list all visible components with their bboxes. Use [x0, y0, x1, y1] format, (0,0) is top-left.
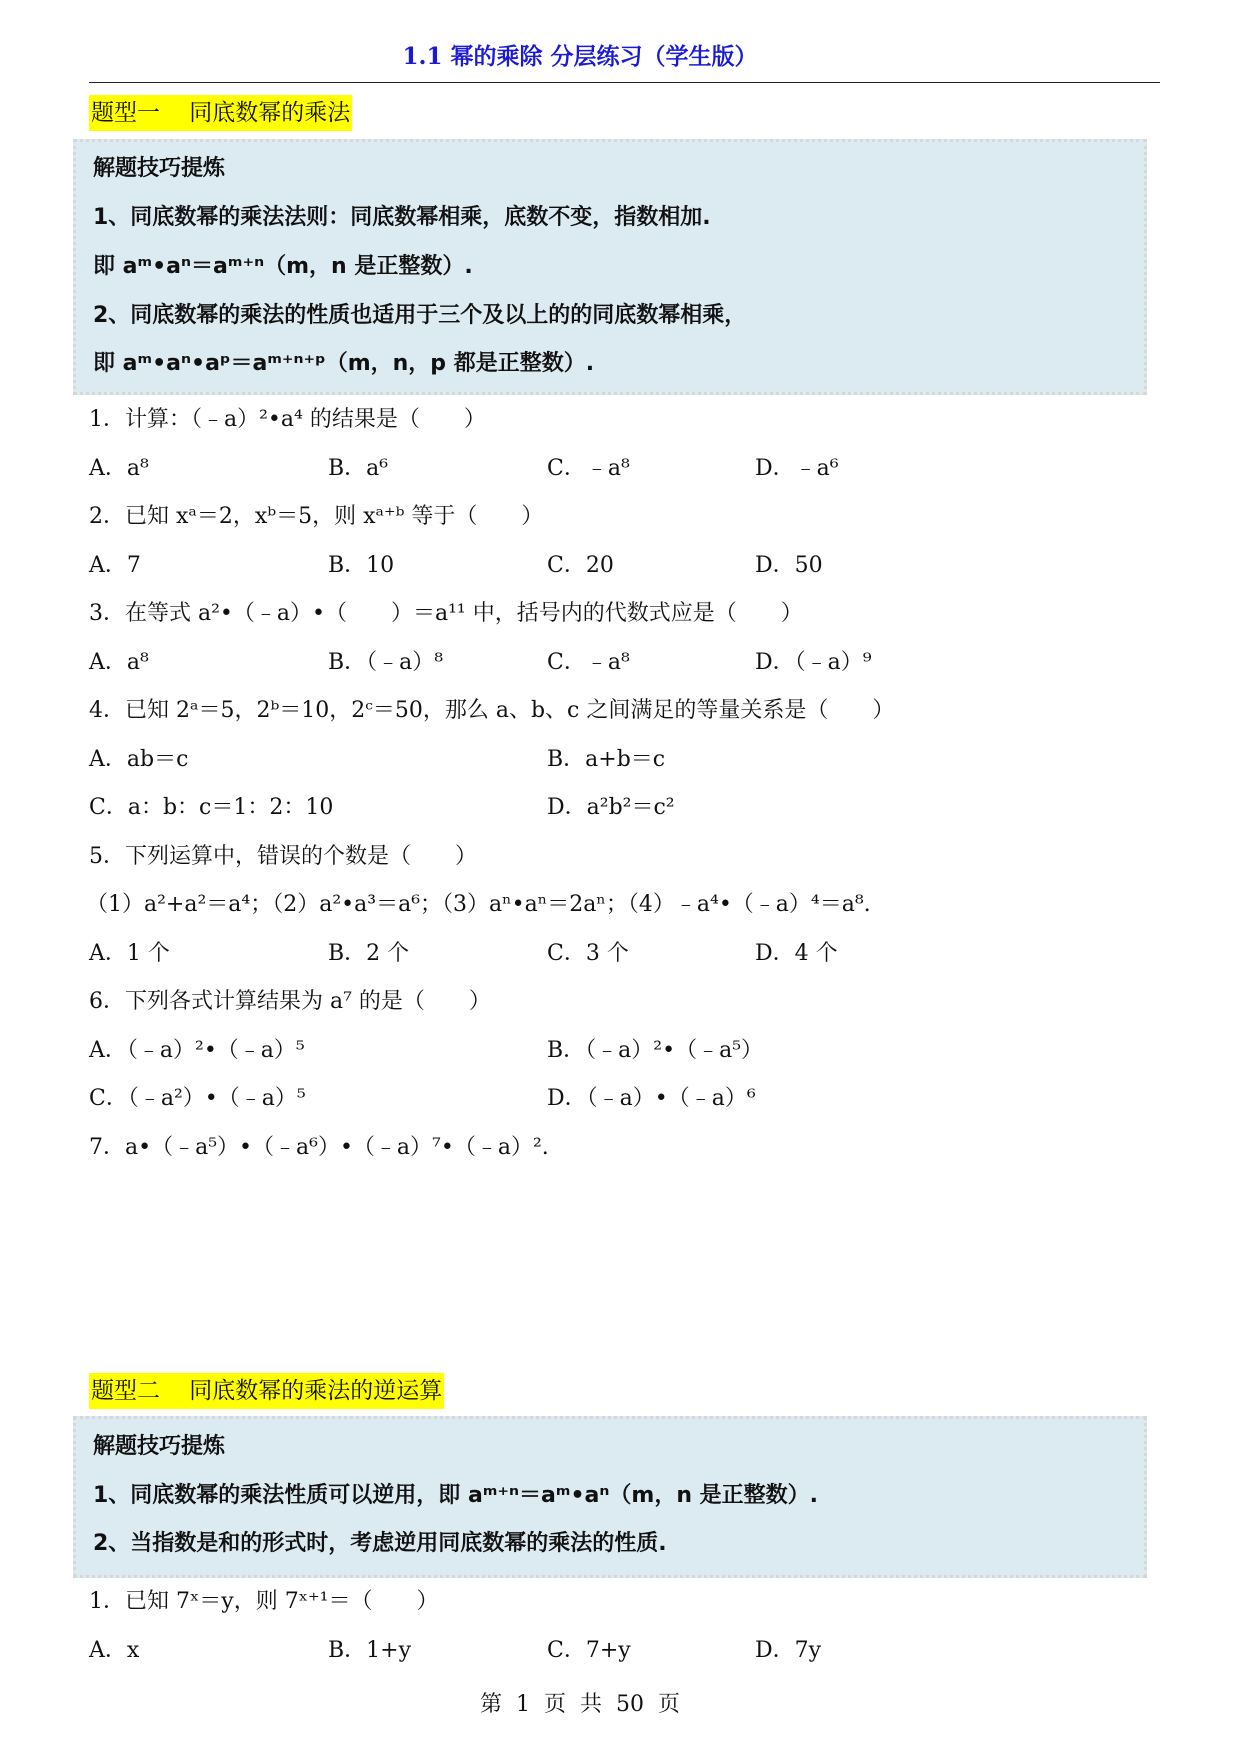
- section1-tip-rule1: 1、同底数幂的乘法法则：同底数幂相乘，底数不变，指数相加.: [93, 205, 711, 230]
- question-subitems: （1）a²+a²＝a⁴；（2）a²•a³＝a⁶；（3）aⁿ•aⁿ＝2aⁿ；（4）﹣a⁴•（﹣a）⁴＝a⁸.: [86, 892, 871, 917]
- question-stem: 2．已知 xᵃ＝2，xᵇ＝5，则 xᵃ⁺ᵇ 等于（ ）: [89, 504, 544, 529]
- option-d: D．a²b²＝c²: [547, 795, 675, 820]
- section1-tip-rule2: 2、同底数幂的乘法的性质也适用于三个及以上的的同底数幂相乘，: [93, 303, 747, 328]
- option-a: A．1 个: [89, 941, 170, 966]
- option-a: A．ab＝c: [89, 747, 189, 772]
- option-d: D．（﹣a）•（﹣a）⁶: [547, 1086, 756, 1111]
- option-b: B．10: [328, 553, 395, 578]
- question-stem: 1．计算：（﹣a）²•a⁴ 的结果是（ ）: [89, 407, 486, 432]
- option-d: D．50: [755, 553, 823, 578]
- option-c: C．﹣a⁸: [547, 456, 630, 481]
- option-c: C．a：b：c＝1：2：10: [89, 795, 334, 820]
- section2-tip-heading: 解题技巧提炼: [93, 1434, 226, 1459]
- option-d: D．﹣a⁶: [755, 456, 839, 481]
- option-a: A．a⁸: [89, 650, 149, 675]
- page-footer: 第 1 页 共 50 页: [480, 1692, 680, 1717]
- option-c: C．20: [547, 553, 614, 578]
- section2-tip-rule1: 1、同底数幂的乘法性质可以逆用，即 aᵐ⁺ⁿ＝aᵐ•aⁿ（m，n 是正整数）.: [93, 1483, 819, 1508]
- option-b: B．（﹣a）²•（﹣a⁵）: [547, 1038, 764, 1063]
- section2-tip-box: [73, 1416, 1147, 1578]
- question-stem: 1．已知 7ˣ＝y，则 7ˣ⁺¹＝（ ）: [89, 1589, 439, 1614]
- option-b: B．a+b＝c: [547, 747, 666, 772]
- option-d: D．4 个: [755, 941, 838, 966]
- option-a: A．a⁸: [89, 456, 149, 481]
- section1-tip-formula1: 即 aᵐ•aⁿ＝aᵐ⁺ⁿ（m，n 是正整数）.: [93, 254, 473, 279]
- option-a: A．（﹣a）²•（﹣a）⁵: [89, 1038, 305, 1063]
- option-c: C．（﹣a²）•（﹣a）⁵: [89, 1086, 306, 1111]
- option-d: D．7y: [755, 1638, 822, 1663]
- section2-label: 题型二 同底数幂的乘法的逆运算: [89, 1373, 444, 1409]
- option-c: C．7+y: [547, 1638, 631, 1663]
- option-b: B．a⁶: [328, 456, 389, 481]
- option-c: C．﹣a⁸: [547, 650, 630, 675]
- option-a: A．x: [89, 1638, 140, 1663]
- section1-tip-heading: 解题技巧提炼: [93, 156, 226, 181]
- section1-label: 题型一 同底数幂的乘法: [89, 95, 352, 131]
- option-b: B．2 个: [328, 941, 410, 966]
- question-stem: 3．在等式 a²•（﹣a）•（ ）＝a¹¹ 中，括号内的代数式应是（ ）: [89, 601, 803, 626]
- question-stem: 6．下列各式计算结果为 a⁷ 的是（ ）: [89, 989, 491, 1014]
- option-d: D．（﹣a）⁹: [755, 650, 872, 675]
- question-stem: 5．下列运算中，错误的个数是（ ）: [89, 844, 477, 869]
- question-stem: 4．已知 2ᵃ＝5，2ᵇ＝10，2ᶜ＝50，那么 a、b、c 之间满足的等量关系是（ ）: [89, 698, 895, 723]
- question-stem: 7．a•（﹣a⁵）•（﹣a⁶）•（﹣a）⁷•（﹣a）².: [89, 1135, 549, 1160]
- option-b: B．（﹣a）⁸: [328, 650, 444, 675]
- section1-tip-box: [73, 139, 1147, 395]
- option-c: C．3 个: [547, 941, 629, 966]
- option-b: B．1+y: [328, 1638, 412, 1663]
- section1-tip-formula2: 即 aᵐ•aⁿ•aᵖ＝aᵐ⁺ⁿ⁺ᵖ（m，n，p 都是正整数）.: [93, 351, 595, 376]
- page-title: 1.1 幂的乘除 分层练习（学生版）: [402, 43, 758, 70]
- section2-tip-rule2: 2、当指数是和的形式时，考虑逆用同底数幂的乘法的性质.: [93, 1531, 667, 1556]
- header-rule: [89, 82, 1160, 83]
- option-a: A．7: [89, 553, 141, 578]
